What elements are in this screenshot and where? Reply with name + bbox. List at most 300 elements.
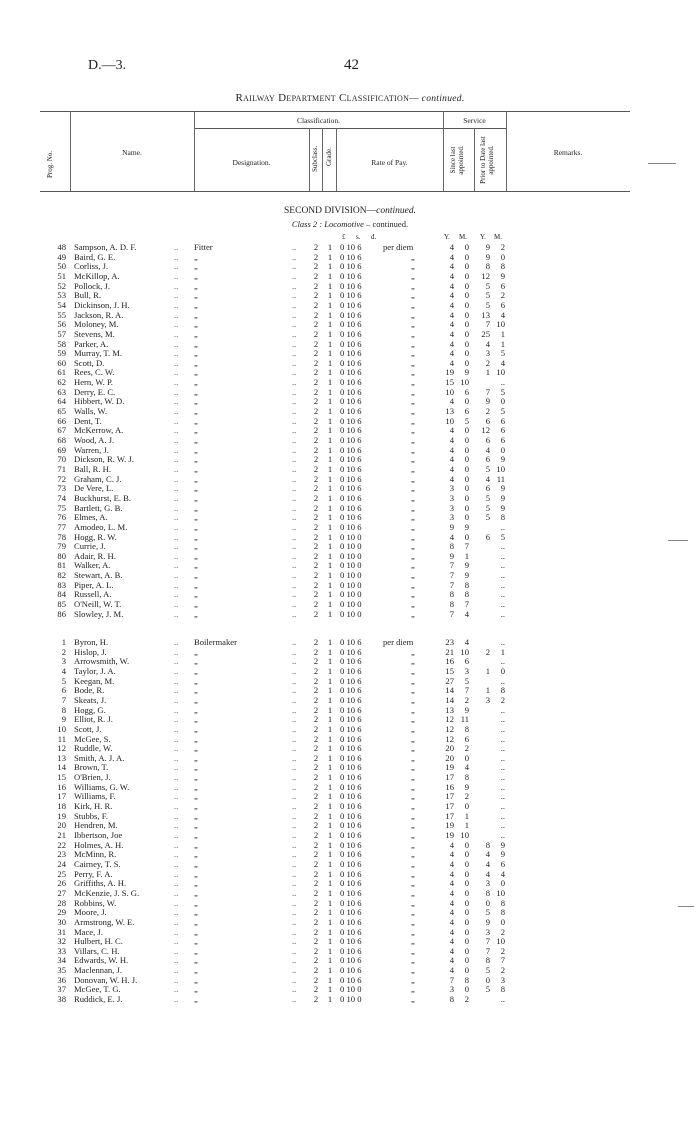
- rate-cell: 0 10 0: [340, 550, 362, 561]
- grade-cell: 1: [327, 791, 333, 802]
- grade-cell: 1: [327, 801, 333, 812]
- table-row: [0, 339, 700, 349]
- rate-cell: 0 10 6: [340, 242, 362, 252]
- name-cell: Byron, H.: [74, 637, 109, 647]
- name-cell: Elmes, A.: [74, 512, 108, 523]
- prog-no-cell: 86: [57, 608, 66, 619]
- since-years-cell: 4: [449, 463, 454, 474]
- leader-dots: ..: [292, 868, 297, 879]
- leader-dots: ..: [174, 916, 179, 927]
- leader-dots: ..: [174, 290, 179, 301]
- ditto-mark: „: [411, 377, 415, 388]
- name-cell: Hendren, M.: [74, 820, 118, 831]
- leader-dots: ..: [292, 665, 297, 676]
- prior-months-cell: ..: [500, 377, 505, 388]
- prog-no-cell: 32: [57, 936, 66, 947]
- table-row: [0, 811, 700, 821]
- leader-dots: ..: [174, 435, 179, 445]
- name-cell: Wood, A. J.: [74, 435, 115, 445]
- table-row: [0, 898, 700, 908]
- leader-dots: ..: [174, 570, 179, 581]
- leader-dots: ..: [174, 733, 179, 744]
- unit-years-since: Y.: [444, 233, 450, 241]
- grade-cell: 1: [327, 820, 333, 831]
- name-cell: Hislop, J.: [74, 646, 107, 657]
- since-months-cell: 0: [464, 512, 469, 523]
- ditto-mark: „: [411, 945, 415, 956]
- rate-cell: 0 10 6: [340, 743, 362, 754]
- table-row: [0, 984, 700, 994]
- rate-cell: 0 10 6: [340, 907, 362, 918]
- leader-dots: ..: [292, 473, 297, 484]
- leader-dots: ..: [292, 570, 297, 581]
- prior-months-cell: ..: [500, 541, 505, 552]
- prog-no-cell: 57: [57, 328, 66, 339]
- ditto-mark: „: [411, 473, 415, 484]
- since-years-cell: 3: [449, 984, 454, 995]
- name-cell: Hogg, G.: [74, 704, 106, 715]
- grade-cell: 1: [327, 386, 333, 397]
- leader-dots: ..: [292, 454, 297, 465]
- ditto-mark: „: [411, 425, 415, 436]
- prior-years-cell: 5: [485, 280, 490, 291]
- designation-cell: „: [194, 868, 198, 879]
- grade-cell: 1: [327, 955, 333, 966]
- rate-cell: 0 10 6: [340, 338, 362, 349]
- since-years-cell: 19: [445, 762, 454, 773]
- prior-months-cell: 9: [500, 839, 505, 850]
- leader-dots: ..: [292, 916, 297, 927]
- ditto-mark: „: [411, 897, 415, 908]
- since-months-cell: 0: [464, 348, 469, 359]
- rate-cell: 0 10 0: [340, 994, 362, 1005]
- table-row: [0, 483, 700, 493]
- prog-no-cell: 68: [57, 435, 66, 445]
- leader-dots: ..: [292, 945, 297, 956]
- leader-dots: ..: [292, 348, 297, 359]
- since-years-cell: 9: [449, 521, 454, 532]
- leader-dots: ..: [174, 512, 179, 523]
- prior-months-cell: ..: [500, 723, 505, 734]
- designation-cell: „: [194, 444, 198, 455]
- leader-dots: ..: [292, 878, 297, 889]
- ditto-mark: „: [411, 743, 415, 754]
- subclass-cell: 2: [313, 396, 319, 407]
- leader-dots: ..: [292, 830, 297, 840]
- ditto-mark: „: [411, 955, 415, 966]
- grade-cell: 1: [327, 743, 333, 754]
- prog-no-cell: 22: [57, 839, 66, 850]
- table-row: [0, 927, 700, 937]
- since-years-cell: 8: [449, 541, 454, 552]
- designation-cell: „: [194, 714, 198, 725]
- since-months-cell: 10: [460, 830, 469, 840]
- since-years-cell: 12: [445, 723, 454, 734]
- subclass-cell: 2: [313, 357, 319, 368]
- leader-dots: ..: [292, 328, 297, 339]
- prior-months-cell: 2: [500, 242, 505, 252]
- prior-years-cell: 8: [485, 839, 490, 850]
- prior-months-cell: ..: [500, 801, 505, 812]
- prog-no-cell: 5: [61, 675, 66, 686]
- table-row: [0, 705, 700, 715]
- prior-months-cell: 6: [500, 415, 505, 426]
- prog-no-cell: 34: [57, 955, 66, 966]
- since-years-cell: 3: [449, 483, 454, 494]
- since-years-cell: 13: [445, 704, 454, 715]
- prog-no-cell: 7: [61, 694, 66, 705]
- designation-cell: „: [194, 492, 198, 503]
- header-remarks: Remarks.: [553, 148, 583, 157]
- table-row: [0, 454, 700, 464]
- rate-cell: 0 10 6: [340, 637, 362, 647]
- prior-years-cell: 9: [485, 251, 490, 262]
- leader-dots: ..: [292, 280, 297, 291]
- leader-dots: ..: [174, 444, 179, 455]
- name-cell: McKerrow, A.: [74, 425, 124, 436]
- rate-cell: 0 10 0: [340, 579, 362, 590]
- since-years-cell: 10: [445, 386, 454, 397]
- since-months-cell: 0: [464, 435, 469, 445]
- designation-cell: „: [194, 357, 198, 368]
- prior-years-cell: 12: [481, 425, 490, 436]
- ditto-mark: „: [411, 694, 415, 705]
- prior-months-cell: 4: [500, 868, 505, 879]
- since-years-cell: 4: [449, 348, 454, 359]
- prior-years-cell: 6: [485, 454, 490, 465]
- prior-years-cell: 8: [485, 261, 490, 272]
- prog-no-cell: 76: [57, 512, 66, 523]
- name-cell: Bartlett, G. B.: [74, 502, 123, 513]
- rate-cell: 0 10 6: [340, 357, 362, 368]
- designation-cell: „: [194, 897, 198, 908]
- name-cell: Smith, A. J. A.: [74, 752, 125, 763]
- designation-cell: „: [194, 521, 198, 532]
- prior-months-cell: 5: [500, 386, 505, 397]
- table-row: [0, 869, 700, 879]
- ditto-mark: „: [411, 570, 415, 581]
- leader-dots: ..: [292, 984, 297, 995]
- header-rate-of-pay: Rate of Pay.: [371, 158, 408, 167]
- name-cell: Hogg, R. W.: [74, 531, 117, 542]
- prior-years-cell: 4: [485, 849, 490, 860]
- table-row: [0, 541, 700, 551]
- subclass-cell: 2: [313, 714, 319, 725]
- rate-cell: 0 10 6: [340, 868, 362, 879]
- prog-no-cell: 50: [57, 261, 66, 272]
- header-subclass: Subclass.: [311, 145, 319, 172]
- prior-months-cell: 1: [500, 328, 505, 339]
- ditto-mark: „: [411, 328, 415, 339]
- since-months-cell: 8: [464, 723, 469, 734]
- designation-cell: „: [194, 685, 198, 696]
- prior-months-cell: ..: [500, 570, 505, 581]
- division-heading: SECOND DIVISION—continued.: [284, 206, 416, 216]
- subclass-cell: 2: [313, 965, 319, 976]
- rate-cell: 0 10 6: [340, 752, 362, 763]
- subclass-cell: 2: [313, 512, 319, 523]
- grade-cell: 1: [327, 781, 333, 792]
- since-months-cell: 10: [460, 377, 469, 388]
- rate-cell: 0 10 6: [340, 280, 362, 291]
- ditto-mark: „: [411, 781, 415, 792]
- subclass-cell: 2: [313, 242, 319, 252]
- subclass-cell: 2: [313, 299, 319, 310]
- rate-cell: 0 10 6: [340, 694, 362, 705]
- name-cell: Keegan, M.: [74, 675, 115, 686]
- table-row: [0, 637, 700, 647]
- designation-cell: „: [194, 675, 198, 686]
- leader-dots: ..: [292, 261, 297, 272]
- table-row: [0, 271, 700, 281]
- leader-dots: ..: [174, 377, 179, 388]
- since-months-cell: 8: [464, 589, 469, 600]
- table-row: [0, 329, 700, 339]
- name-cell: Russell, A.: [74, 589, 112, 600]
- grade-cell: 1: [327, 261, 333, 272]
- subclass-cell: 2: [313, 858, 319, 869]
- table-row: [0, 975, 700, 985]
- since-years-cell: 4: [449, 945, 454, 956]
- grade-cell: 1: [327, 319, 333, 330]
- prior-months-cell: 10: [496, 367, 505, 378]
- subclass-cell: 2: [313, 994, 319, 1005]
- table-row: [0, 695, 700, 705]
- header-prior-to-date: Prior to Date last appointed.: [479, 136, 495, 184]
- prior-months-cell: ..: [500, 743, 505, 754]
- leader-dots: ..: [174, 406, 179, 417]
- designation-cell: „: [194, 377, 198, 388]
- page-number: 42: [344, 57, 359, 73]
- rate-cell: 0 10 6: [340, 781, 362, 792]
- name-cell: Stewart, A. B.: [74, 570, 123, 581]
- leader-dots: ..: [292, 406, 297, 417]
- ditto-mark: „: [411, 646, 415, 657]
- header-prog-no: Prog. No.: [46, 150, 54, 178]
- since-years-cell: 21: [445, 646, 454, 657]
- since-months-cell: 0: [464, 261, 469, 272]
- prior-years-cell: 5: [485, 502, 490, 513]
- designation-cell: „: [194, 955, 198, 966]
- grade-cell: 1: [327, 579, 333, 590]
- designation-cell: „: [194, 328, 198, 339]
- prior-years-cell: 4: [485, 338, 490, 349]
- prior-months-cell: 0: [500, 916, 505, 927]
- table-row: [0, 907, 700, 917]
- prior-months-cell: ..: [500, 781, 505, 792]
- designation-cell: „: [194, 406, 198, 417]
- grade-cell: 1: [327, 338, 333, 349]
- unit-months-since: M.: [459, 233, 467, 241]
- grade-cell: 1: [327, 242, 333, 252]
- prog-no-cell: 58: [57, 338, 66, 349]
- ditto-mark: „: [411, 791, 415, 802]
- table-row: [0, 522, 700, 532]
- grade-cell: 1: [327, 675, 333, 686]
- grade-cell: 1: [327, 512, 333, 523]
- subclass-cell: 2: [313, 878, 319, 889]
- subclass-cell: 2: [313, 646, 319, 657]
- page-title: Railway Department Classification— continued.: [235, 92, 465, 104]
- ditto-mark: „: [411, 541, 415, 552]
- designation-cell: „: [194, 704, 198, 715]
- grade-cell: 1: [327, 251, 333, 262]
- prog-no-cell: 55: [57, 309, 66, 320]
- prior-months-cell: 8: [500, 897, 505, 908]
- since-months-cell: 0: [464, 280, 469, 291]
- since-months-cell: 9: [464, 521, 469, 532]
- per-diem-label: per diem: [383, 637, 414, 647]
- table-row: [0, 425, 700, 435]
- subclass-cell: 2: [313, 955, 319, 966]
- prior-years-cell: 5: [485, 907, 490, 918]
- name-cell: O'Brien, J.: [74, 772, 111, 783]
- designation-cell: „: [194, 415, 198, 426]
- header-grade: Grade.: [325, 147, 333, 166]
- since-years-cell: 12: [445, 733, 454, 744]
- subclass-cell: 2: [313, 916, 319, 927]
- name-cell: Dent, T.: [74, 415, 102, 426]
- ditto-mark: „: [411, 550, 415, 561]
- leader-dots: ..: [174, 955, 179, 966]
- name-cell: Currie, J.: [74, 541, 106, 552]
- since-months-cell: 4: [464, 608, 469, 619]
- grade-cell: 1: [327, 916, 333, 927]
- leader-dots: ..: [292, 242, 297, 252]
- ditto-mark: „: [411, 319, 415, 330]
- designation-cell: „: [194, 367, 198, 378]
- table-row: [0, 474, 700, 484]
- prog-no-cell: 61: [57, 367, 66, 378]
- prog-no-cell: 49: [57, 251, 66, 262]
- leader-dots: ..: [292, 357, 297, 368]
- subclass-cell: 2: [313, 550, 319, 561]
- prior-years-cell: 5: [485, 299, 490, 310]
- leader-dots: ..: [174, 752, 179, 763]
- designation-cell: „: [194, 762, 198, 773]
- rate-cell: 0 10 0: [340, 560, 362, 571]
- ditto-mark: „: [411, 386, 415, 397]
- header-classification: Classification.: [296, 116, 341, 125]
- subclass-cell: 2: [313, 492, 319, 503]
- prior-months-cell: 0: [500, 665, 505, 676]
- prior-years-cell: 12: [481, 270, 490, 281]
- leader-dots: ..: [174, 367, 179, 378]
- since-months-cell: 6: [464, 733, 469, 744]
- since-years-cell: 8: [449, 599, 454, 610]
- prior-years-cell: 9: [485, 242, 490, 252]
- prior-months-cell: 2: [500, 965, 505, 976]
- leader-dots: ..: [292, 994, 297, 1005]
- leader-dots: ..: [174, 820, 179, 831]
- prog-no-cell: 11: [57, 733, 66, 744]
- leader-dots: ..: [174, 965, 179, 976]
- since-years-cell: 4: [449, 916, 454, 927]
- ditto-mark: „: [411, 251, 415, 262]
- leader-dots: ..: [174, 280, 179, 291]
- prog-no-cell: 53: [57, 290, 66, 301]
- ditto-mark: „: [411, 868, 415, 879]
- leader-dots: ..: [174, 483, 179, 494]
- subclass-cell: 2: [313, 280, 319, 291]
- prior-months-cell: ..: [500, 704, 505, 715]
- leader-dots: ..: [292, 367, 297, 378]
- leader-dots: ..: [292, 599, 297, 610]
- grade-cell: 1: [327, 868, 333, 879]
- since-years-cell: 4: [449, 435, 454, 445]
- prog-no-cell: 48: [57, 242, 66, 252]
- leader-dots: ..: [292, 579, 297, 590]
- leader-dots: ..: [292, 858, 297, 869]
- subclass-cell: 2: [313, 685, 319, 696]
- prior-years-cell: 1: [485, 685, 490, 696]
- since-years-cell: 7: [449, 974, 454, 985]
- prog-no-cell: 26: [57, 878, 66, 889]
- rate-cell: 0 10 6: [340, 309, 362, 320]
- leader-dots: ..: [174, 531, 179, 542]
- name-cell: Parker, A.: [74, 338, 109, 349]
- rate-cell: 0 10 6: [340, 367, 362, 378]
- since-years-cell: 8: [449, 589, 454, 600]
- rate-cell: 0 10 6: [340, 762, 362, 773]
- since-months-cell: 1: [464, 550, 469, 561]
- since-months-cell: 6: [464, 406, 469, 417]
- leader-dots: ..: [174, 473, 179, 484]
- subclass-cell: 2: [313, 897, 319, 908]
- since-months-cell: 1: [464, 810, 469, 821]
- since-years-cell: 17: [445, 810, 454, 821]
- prior-years-cell: 6: [485, 483, 490, 494]
- since-years-cell: 4: [449, 907, 454, 918]
- prog-no-cell: 65: [57, 406, 66, 417]
- grade-cell: 1: [327, 348, 333, 359]
- since-months-cell: 6: [464, 656, 469, 667]
- rate-cell: 0 10 6: [340, 830, 362, 840]
- name-cell: Maclennan, J.: [74, 965, 122, 976]
- designation-cell: „: [194, 830, 198, 840]
- grade-cell: 1: [327, 830, 333, 840]
- table-row: [0, 589, 700, 599]
- designation-cell: „: [194, 974, 198, 985]
- grade-cell: 1: [327, 377, 333, 388]
- since-years-cell: 16: [445, 656, 454, 667]
- prior-years-cell: 0: [485, 897, 490, 908]
- since-months-cell: 0: [464, 396, 469, 407]
- leader-dots: ..: [174, 242, 179, 252]
- leader-dots: ..: [174, 425, 179, 436]
- since-years-cell: 4: [449, 396, 454, 407]
- table-row: [0, 859, 700, 869]
- grade-cell: 1: [327, 357, 333, 368]
- designation-cell: „: [194, 916, 198, 927]
- designation-cell: Boilermaker: [194, 637, 237, 647]
- since-years-cell: 16: [445, 781, 454, 792]
- rate-cell: 0 10 6: [340, 328, 362, 339]
- since-months-cell: 0: [464, 251, 469, 262]
- table-row: [0, 261, 700, 271]
- designation-cell: „: [194, 608, 198, 619]
- prog-no-cell: 8: [61, 704, 66, 715]
- ditto-mark: „: [411, 599, 415, 610]
- leader-dots: ..: [174, 723, 179, 734]
- rate-cell: 0 10 6: [340, 377, 362, 388]
- subclass-cell: 2: [313, 637, 319, 647]
- name-cell: Brown, T.: [74, 762, 109, 773]
- leader-dots: ..: [292, 801, 297, 812]
- since-months-cell: 0: [464, 502, 469, 513]
- name-cell: Ruddick, E. J.: [74, 994, 123, 1005]
- grade-cell: 1: [327, 994, 333, 1005]
